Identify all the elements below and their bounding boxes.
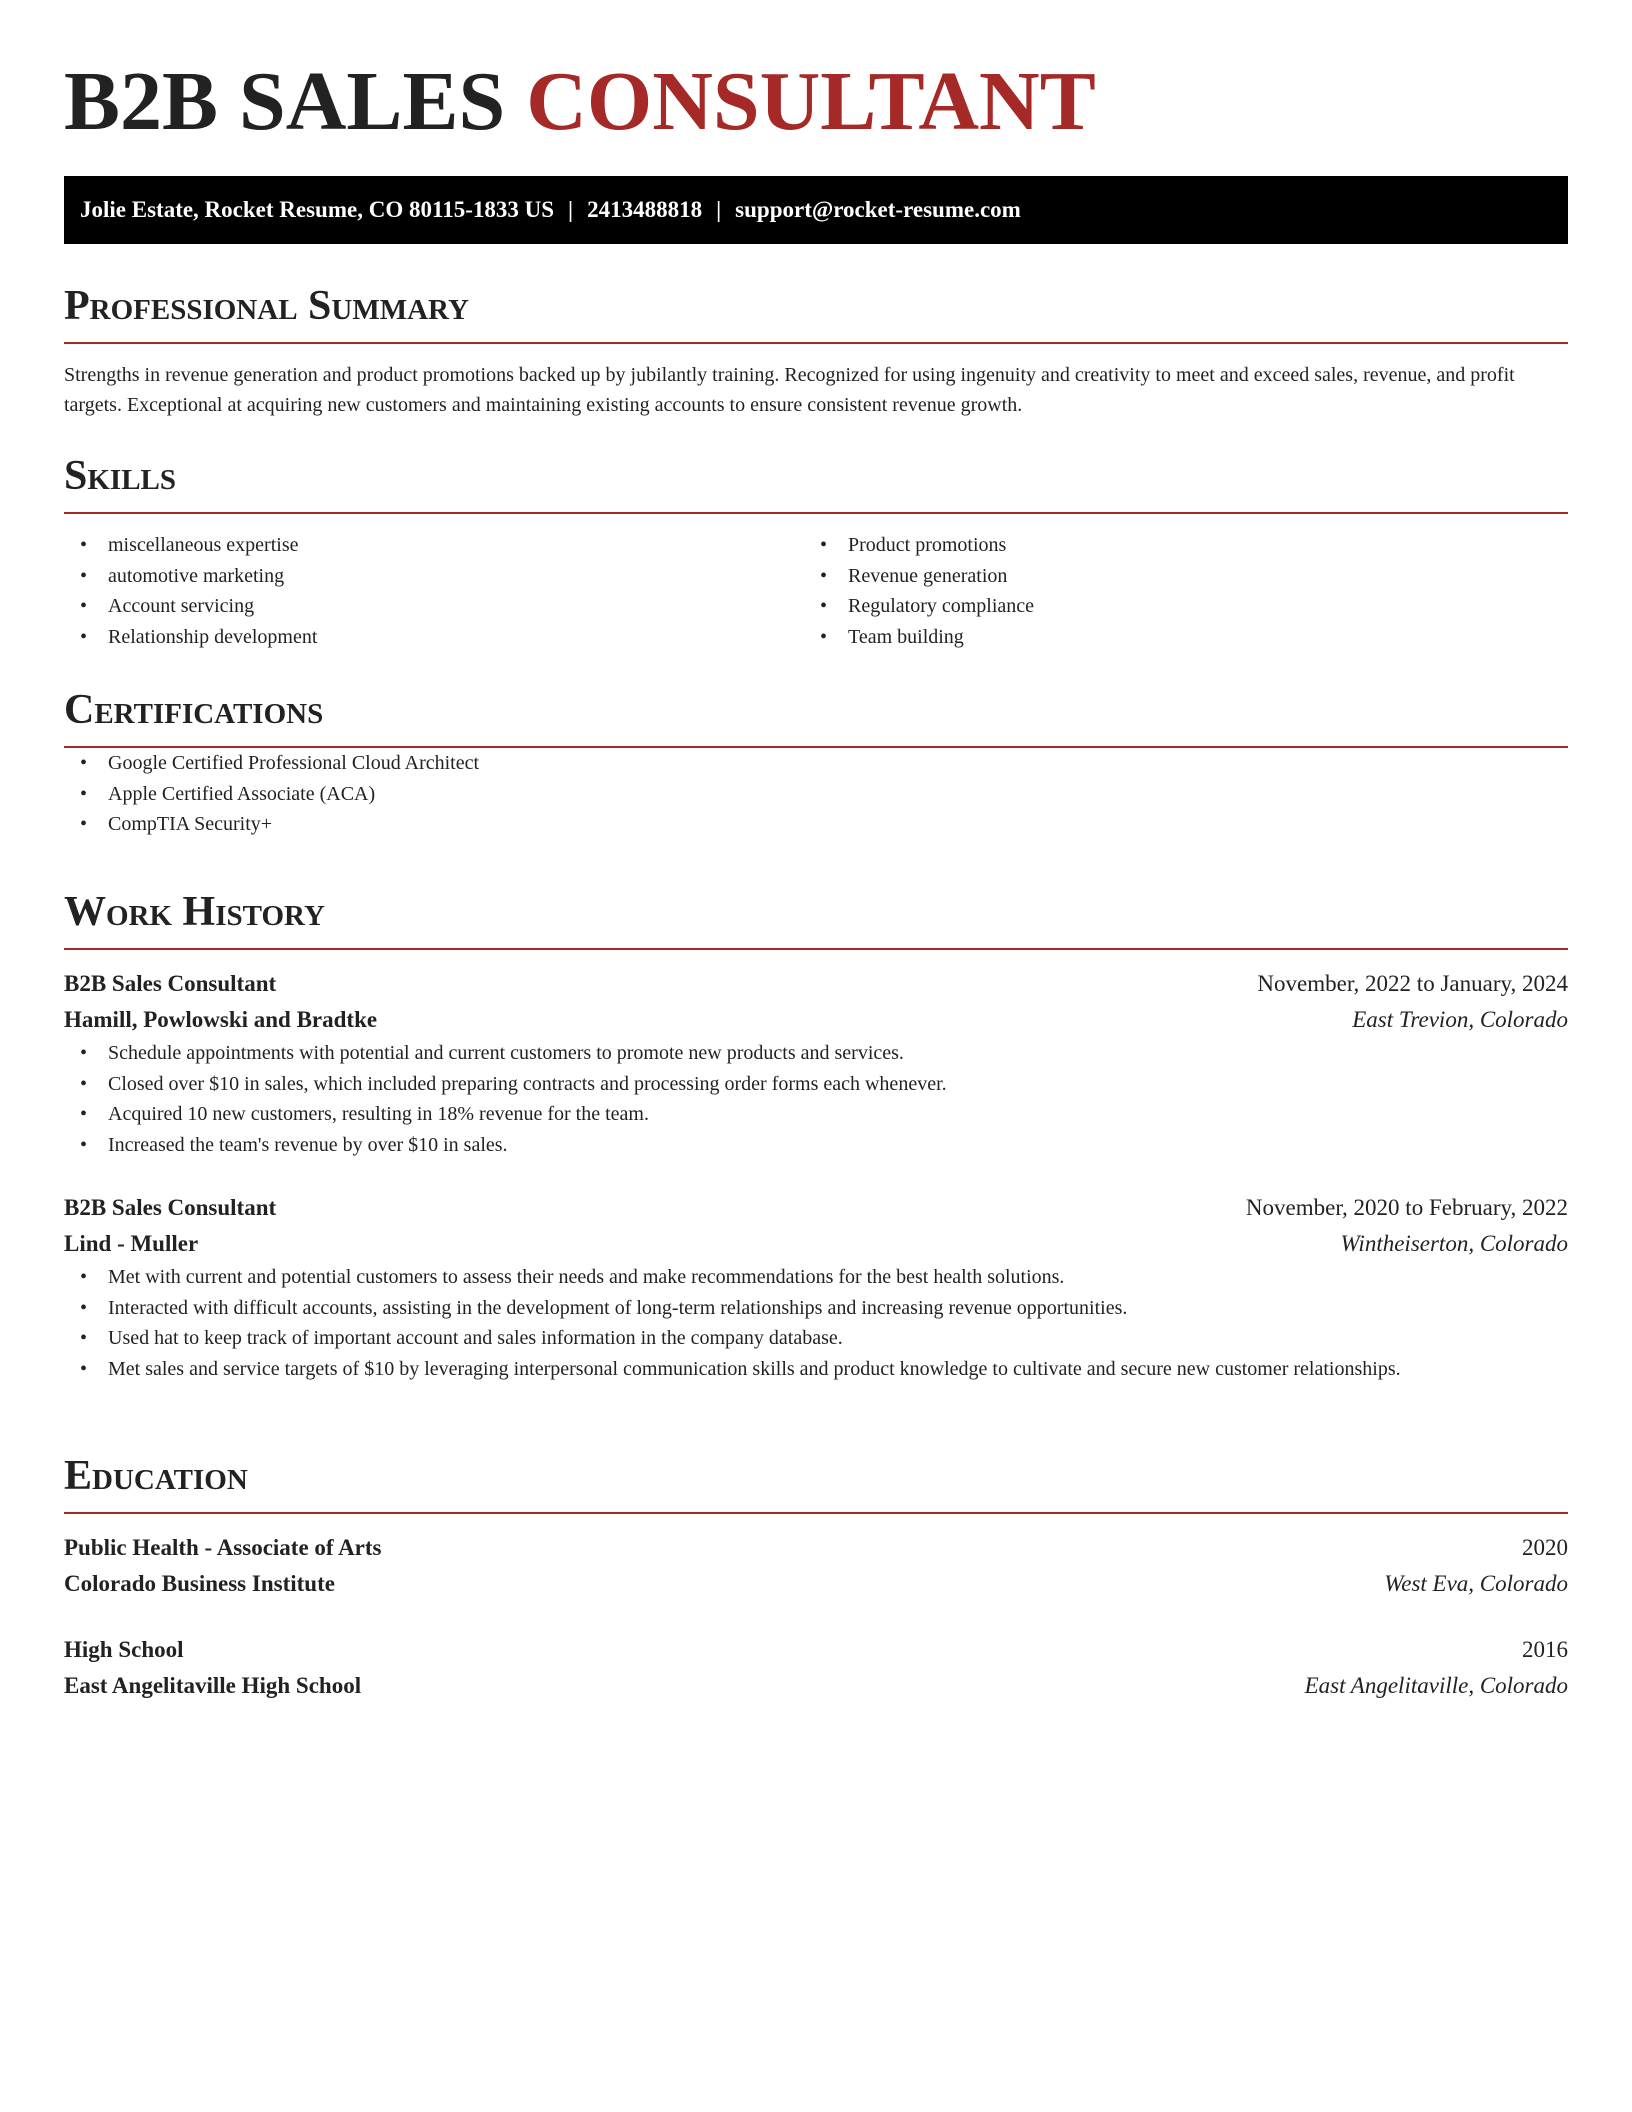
- education-school-row: [64, 1668, 1568, 1704]
- skills-section: [64, 452, 1568, 652]
- job-entry: [64, 966, 1568, 1160]
- certification-item: • CompTIA Security+: [64, 809, 1568, 840]
- job-bullet: • Closed over $10 in sales, which included preparing contracts and processing order forms each whenever.: [64, 1069, 1568, 1100]
- contact-separator: |: [568, 197, 574, 222]
- skills-columns: [64, 530, 1568, 652]
- education-location: West Eva, Colorado: [1384, 1571, 1568, 1596]
- job-bullet: • Acquired 10 new customers, resulting in 18% revenue for the team.: [64, 1099, 1568, 1130]
- contact-phone[interactable]: 2413488818: [587, 197, 703, 222]
- skills-left-list: [64, 530, 804, 652]
- education-location: East Angelitaville, Colorado: [1304, 1673, 1568, 1698]
- job-company-row: [64, 1002, 1568, 1038]
- job-title: B2B Sales Consultant: [64, 1195, 277, 1220]
- job-location: East Trevion, Colorado: [1352, 1007, 1568, 1032]
- contact-bar: [64, 176, 1568, 244]
- education-degree: Public Health - Associate of Arts: [64, 1535, 382, 1560]
- education-entry: [64, 1632, 1568, 1704]
- job-company: Hamill, Powlowski and Bradtke: [64, 1007, 378, 1032]
- skill-item: • Revenue generation: [804, 561, 1544, 592]
- skill-item: • Account servicing: [64, 591, 804, 622]
- contact-separator: |: [716, 197, 722, 222]
- education-section: [64, 1452, 1568, 1704]
- skill-item: • Team building: [804, 622, 1544, 653]
- job-title-row: [64, 1190, 1568, 1226]
- job-bullet: • Met sales and service targets of $10 by leveraging interpersonal communication skills and product knowledge to cultivate and secure new customer relationships.: [64, 1354, 1568, 1385]
- contact-email[interactable]: support@rocket-resume.com: [735, 197, 1021, 222]
- summary-section: [64, 282, 1568, 420]
- job-bullet: • Interacted with difficult accounts, assisting in the development of long-term relationships and increasing revenue opportunities.: [64, 1293, 1568, 1324]
- education-degree: High School: [64, 1637, 184, 1662]
- job-location: Wintheiserton, Colorado: [1340, 1231, 1568, 1256]
- education-degree-row: [64, 1632, 1568, 1668]
- job-bullet: • Used hat to keep track of important account and sales information in the company database.: [64, 1323, 1568, 1354]
- certifications-section: [64, 686, 1568, 840]
- certification-item: • Apple Certified Associate (ACA): [64, 779, 1568, 810]
- education-school-row: [64, 1566, 1568, 1602]
- work-history-heading: Work History: [64, 888, 1568, 950]
- education-heading: Education: [64, 1452, 1568, 1514]
- resume-title: [64, 0, 1568, 152]
- skill-item: • Product promotions: [804, 530, 1544, 561]
- job-bullet: • Schedule appointments with potential and current customers to promote new products and services.: [64, 1038, 1568, 1069]
- summary-text: Strengths in revenue generation and product promotions backed up by jubilantly training. Recognized for using ingenuity and creativity to meet and exceed sales, revenue, and profit targets. Exceptional at acquiring new customers and maintaining existing accounts to ensure consistent revenue growth.: [64, 364, 1515, 416]
- job-dates: November, 2022 to January, 2024: [1257, 971, 1568, 996]
- skill-item: • automotive marketing: [64, 561, 804, 592]
- education-year: 2020: [1522, 1535, 1568, 1560]
- skill-item: • Relationship development: [64, 622, 804, 653]
- certifications-list: [64, 748, 1568, 840]
- education-entry: [64, 1530, 1568, 1602]
- job-bullets: [64, 1038, 1568, 1160]
- job-company: Lind - Muller: [64, 1231, 199, 1256]
- education-degree-row: [64, 1530, 1568, 1566]
- job-entry: [64, 1190, 1568, 1384]
- title-main: B2B SALES: [64, 55, 506, 148]
- summary-heading: Professional Summary: [64, 282, 1568, 344]
- certifications-heading: Certifications: [64, 686, 1568, 748]
- skill-item: • miscellaneous expertise: [64, 530, 804, 561]
- job-company-row: [64, 1226, 1568, 1262]
- skill-item: • Regulatory compliance: [804, 591, 1544, 622]
- resume-page: [64, 0, 1568, 1698]
- job-bullet: • Met with current and potential customers to assess their needs and make recommendations for the best health solutions.: [64, 1262, 1568, 1293]
- education-year: 2016: [1522, 1637, 1568, 1662]
- job-title: B2B Sales Consultant: [64, 971, 277, 996]
- work-history-section: [64, 888, 1568, 1384]
- skills-heading: Skills: [64, 452, 1568, 514]
- job-bullets: [64, 1262, 1568, 1384]
- title-accent: CONSULTANT: [526, 55, 1096, 148]
- education-school: East Angelitaville High School: [64, 1673, 362, 1698]
- education-school: Colorado Business Institute: [64, 1571, 335, 1596]
- skills-right-list: [804, 530, 1544, 652]
- job-dates: November, 2020 to February, 2022: [1245, 1195, 1568, 1220]
- job-title-row: [64, 966, 1568, 1002]
- certification-item: • Google Certified Professional Cloud Architect: [64, 748, 1568, 779]
- contact-address: Jolie Estate, Rocket Resume, CO 80115-1833 US: [80, 197, 555, 222]
- job-bullet: • Increased the team's revenue by over $10 in sales.: [64, 1130, 1568, 1161]
